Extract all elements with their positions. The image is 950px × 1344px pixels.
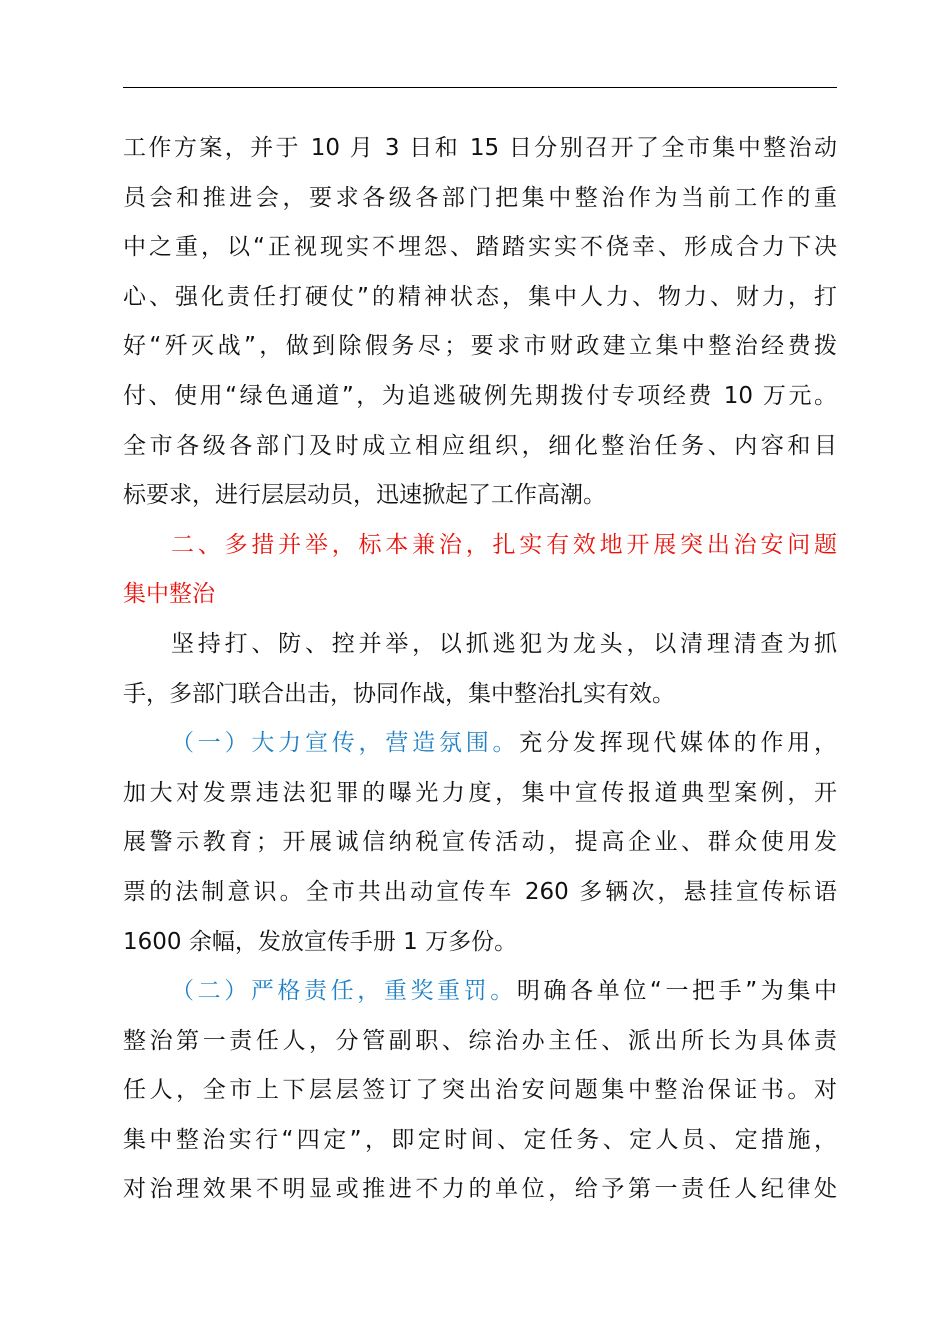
header-rule (123, 87, 837, 88)
text-line: 任人，全市上下层层签订了突出治安问题集中整治保证书。对 (123, 1077, 837, 1104)
text-line: 票的法制意识。全市共出动宣传车 260 多辆次，悬挂宣传标语 (123, 878, 837, 905)
paragraph-publicity (123, 719, 837, 967)
subheading-responsibility: （二）严格责任，重奖重罚。 (171, 978, 517, 1005)
text-line-with-subheading (123, 719, 837, 769)
text-line: 1600 余幅，发放宣传手册 1 万多份。 (123, 928, 518, 955)
text-line: 标要求，进行层层动员，迅速掀起了工作高潮。 (123, 482, 606, 509)
paragraph-intro (123, 620, 837, 719)
paragraph-responsibility (123, 967, 837, 1215)
heading-line: 二、多措并举，标本兼治，扎实有效地开展突出治安问题 (171, 531, 837, 558)
subheading-publicity: （一）大力宣传，营造氛围。 (171, 730, 520, 757)
text-line: 加大对发票违法犯罪的曝光力度，集中宣传报道典型案例，开 (123, 779, 837, 806)
text-line: 全市各级各部门及时成立相应组织，细化整治任务、内容和目 (123, 432, 837, 459)
text-line: 员会和推进会，要求各级各部门把集中整治作为当前工作的重 (123, 184, 837, 211)
heading-line: 集中整治 (123, 581, 215, 608)
text-line: 集中整治实行“四定”，即定时间、定任务、定人员、定措施， (123, 1126, 837, 1153)
text-line: 好“歼灭战”，做到除假务尽；要求市财政建立集中整治经费拨 (123, 333, 837, 360)
text-line: 中之重，以“正视现实不埋怨、踏踏实实不侥幸、形成合力下决 (123, 234, 837, 261)
text-line: 手，多部门联合出击，协同作战，集中整治扎实有效。 (123, 680, 675, 707)
text-line: 工作方案，并于 10 月 3 日和 15 日分别召开了全市集中整治动 (123, 135, 837, 161)
document-body (123, 124, 837, 1215)
text-line: 坚持打、防、控并举，以抓逃犯为龙头，以清理清查为抓 (171, 630, 837, 657)
text-line-with-subheading (123, 967, 837, 1017)
text-line: 对治理效果不明显或推进不力的单位，给予第一责任人纪律处 (123, 1176, 837, 1203)
text-line: 付、使用“绿色通道”，为追逃破例先期拨付专项经费 10 万元。 (123, 382, 837, 409)
text-line: 整治第一责任人，分管副职、综治办主任、派出所长为具体责 (123, 1027, 837, 1054)
text-run: 充分发挥现代媒体的作用， (519, 730, 838, 757)
text-run: 明确各单位“一把手”为集中 (516, 978, 837, 1005)
text-line: 心、强化责任打硬仗”的精神状态，集中人力、物力、财力，打 (123, 283, 837, 310)
text-line: 展警示教育；开展诚信纳税宣传活动，提高企业、群众使用发 (123, 829, 837, 856)
paragraph-work-plan (123, 124, 837, 521)
section-heading-2 (123, 521, 837, 620)
